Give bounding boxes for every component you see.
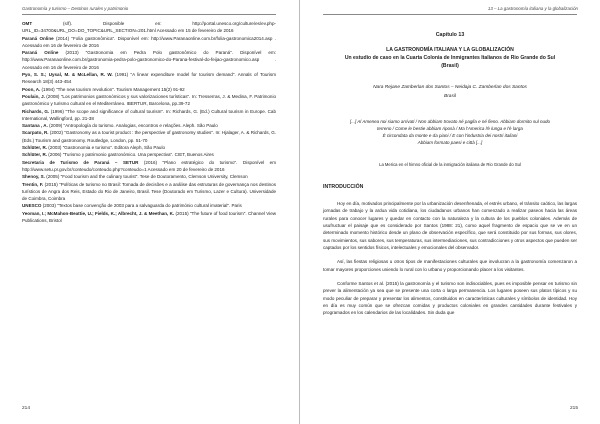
reference-author: Trentin, F.: [22, 181, 44, 187]
paragraph-2: Así, las fiestas religiosas u otros tipos de manifestaciones culturales que involucran a la gastronomía comenzaron a tomar mayores proporciones uniendo lo rural con lo urbano y proporcionando placer a los visitantes.: [323, 259, 577, 272]
reference-entry: [22, 159, 276, 174]
left-page-number: 214: [22, 406, 31, 411]
left-header-rule: [22, 14, 276, 15]
reference-author: Santana , A.: [22, 123, 48, 129]
reference-author: Poulain, J.: [22, 93, 45, 99]
reference-author: Shenoy, S.: [22, 174, 45, 180]
reference-entry: [22, 49, 276, 71]
reference-entry: [22, 20, 276, 35]
reference-author: Paraná Online: [22, 50, 59, 56]
reference-author: UNESCO: [22, 203, 42, 209]
left-running-head: Gastronomía y turismo – Destinos rurales y patrimonio: [22, 6, 129, 11]
body-text: [323, 200, 577, 317]
reference-text: (2006) "Turismo y patrimonio gastronómico. Una perspectiva". CIET, Buenos Aires: [48, 152, 214, 158]
reference-entry: [22, 210, 276, 225]
reference-entry: [22, 181, 276, 203]
reference-author: Paraná Online: [22, 35, 54, 41]
right-page-number: 215: [569, 406, 578, 411]
reference-entry: [22, 129, 276, 144]
reference-author: Poon, A.: [22, 86, 41, 92]
reference-author: Schlüter, R.: [22, 152, 48, 158]
reference-author: Pyo, S. S.; Uysal, M. & McLellan, R. W.: [22, 72, 113, 78]
reference-author: OMT: [22, 21, 33, 26]
reference-entry: [22, 35, 276, 50]
reference-text: (2015) "The future of food tourism". Channel View Publications, Bristol: [22, 210, 277, 224]
title-line-2: Un estudio de caso en la Cuarta Colonia de Inmigrantes Italianos de Rio Grande do Sul: [344, 55, 556, 61]
reference-text: (2016) "Plano estratégico do turismo". Disponível em http://www.setu.pr.gov.br/conteudo/conteudo.php?conteudo=1 Acessado em 20 de fevereiro de 2016: [22, 159, 276, 172]
chapter-label: Capítulo 13: [435, 32, 465, 38]
title-line-3: (Brasil): [441, 63, 459, 69]
reference-text: (2002) "Gastronomy as a tourist product : the perspective of gastronomy studies". In: Hjalager, A. & Richards, G. (Eds.) Tourism and gastronomy. Routledge, London, pp. 51-70: [22, 130, 276, 143]
reference-text: (2005) "Food tourism and the culinary tourist". Tese de Doutoramento, Clemson University, Clemson: [46, 174, 248, 180]
chapter-authors: [323, 84, 577, 101]
epigraph-caption: La Merica en el himno oficial de la inmigración italiana de Rio Grande do Sul: [379, 162, 521, 167]
reference-entry: [22, 202, 276, 209]
right-header-rule: [323, 14, 577, 15]
authors-country: Brasil: [444, 93, 456, 99]
title-line-1: LA GASTRONOMÍA ITALIANA Y LA GLOBALIZACIÓN: [386, 47, 514, 53]
reference-author: Secretaria de Turismo de Paraná – SETUR: [22, 159, 139, 165]
reference-text: (2008) "Los patrimonios gastronómicos y sus valorizaciones turísticas". In: Tresserras, J. & Medina, F. Patrimonio gastronómico y turismo cultural en el Mediterráneo. IBERTUR, Barcelona, pp.39-72: [22, 93, 276, 107]
reference-text: (2009) "Antropología do turismo. Analogias, encontros e relações. Aleph. São Paulo: [49, 123, 218, 129]
reference-entry: [22, 108, 276, 123]
reference-entry: [22, 93, 276, 108]
poem-line: È circondata da monte e da piani / E con l'industria dei nostri italiani: [382, 133, 518, 138]
poem-line: [...] Al Amenea noi siamo arrivati / Non abbiam trovato né paglia e né fieno. Abbiam dormito sul nudo: [349, 119, 551, 124]
paragraph-3: Conforme Santos et al. (2015) la gastronomía y el turismo son indisociables, pues es imposible pensar en turismo sin prever la alimentación ya sea que se presente una corta o larga permanencia. Los lugares poseen sus platos típicos y su modo peculiar de preparar y presentar los alimentos, constituidos en características culturales y símbolos de identidad. Hoy en día es muy común que se ofrezcan comidas y productos coloniales en grandes cantidades durante festivales y programados en los calendarios de las localidades. Sin duda que: [323, 281, 577, 316]
reference-entry: [22, 151, 276, 158]
reference-entry: [22, 122, 276, 129]
reference-text: (1991) "A linear expenditure model for tourism demand". Annals of Tourism Research 18(3) 443-454: [22, 72, 276, 85]
right-page: [301, 0, 600, 424]
reference-text: (1994) "The new tourism revolution". Tourism Management 15(2) 91-92: [41, 86, 185, 92]
right-running-head: 13 – La gastronomía italiana y la globalización: [487, 6, 578, 11]
reference-text: (2003) "Gastronomia e turismo". Editora Aleph, São Paulo: [48, 145, 165, 151]
reference-text: (2003) "Textos base convenção de 2003 para a salvaguarda do património cultural imaterial". Paris: [42, 203, 242, 209]
reference-text: (s/f). Disponible en: http://portal.unesco.org/culture/es/ev.php-URL_ID=34700&URL_DO=DO_TOPIC&URL_SECTION=201.html Acessado em 15 de fevereiro de 2016: [22, 21, 276, 34]
poem-line: terreno / Come le bestie abbiam riposà / Ma l'America l'è lunga e l'è larga: [377, 126, 523, 131]
reference-text: (1996) "The scope and significance of cultural tourism". In: Richards, G. (Ed.) Cultural tourism in Europe. Cab International, Wallingford, pp. 21-38: [22, 108, 276, 121]
reference-text: (2013) "Gastronomia em Pedra Polo gastronômico do Paraná". Disponível em: http://www.Paranaonline.com.br/gastronomia-pedra-polo-gastronomico-do-Parana-festival-do-feijao-gastronomico.asp . Acessado em 16 de fevereiro de 2016: [22, 50, 277, 70]
authors-names: Nara Rejane Zamberlan dos Santos – Neidaja C. Zamberlan dos Santos: [373, 85, 527, 90]
reference-entry: [22, 71, 276, 86]
reference-author: Scarpato, R.: [22, 130, 49, 136]
paragraph-1: Hoy en día, motivados principalmente por la urbanización desenfrenada, el estrés urbano, el tránsito caótico, las largas jornadas de trabajo y la ardua vida cotidiana, los ciudadanos urbanos han comenzado a realizar paseos hacia las áreas rurales para conocer lugares y quedar en contacto con la naturaleza y la cultura de los pueblos coloniales. Además de usufructuar el paisaje que es considerado por Santos (1988: 21), como aquel fragmento de espacio que se ve en un determinado momento histórico desde un plano de observación específico, que será constituido por sus formas, sus olores, sus movimientos, sus sabores, sus temperaturas, sus intermediaciones, sus contradicciones y otros aspectos que pueden ser captados por los sentidos físicos, intelectuales y emocionales del observador.: [323, 201, 577, 251]
reference-entry: [22, 173, 276, 180]
reference-text: (2015) "Políticas de turismo no Brasil: Tomada de decisões e a análise das estruturas de governança nos destinos turísticos de Angra dos Reis, Estado do Rio de Janeiro, Brasil. Tese (Doutorado em Turismo, Lazer e Cultura). Universidade de Coimbra, Coimbra: [22, 181, 276, 202]
reference-entry: [22, 86, 276, 93]
reference-author: Richards, G.: [22, 108, 50, 114]
section-heading: INTRODUCCIÓN: [323, 184, 364, 190]
chapter-title: [323, 46, 577, 70]
reference-author: Yeoman, I.; McMahon-Beattie, U.; Fields, K.; Albrecht, J. & Meethan, K.: [22, 210, 175, 216]
reference-author: Schlüter, R.: [22, 145, 48, 151]
reference-text: (2014) "Folia gastronômica". Disponível em: http://www.Paranaonline.com.br/folia-gastronomica2014.asp . Acessado em 16 de fevereiro de 2016: [22, 35, 276, 48]
reference-entry: [22, 144, 276, 151]
poem-line: Abbiam formato paesi e città [...]: [417, 140, 483, 145]
epigraph-poem: [323, 118, 577, 146]
reference-list: [22, 20, 276, 224]
